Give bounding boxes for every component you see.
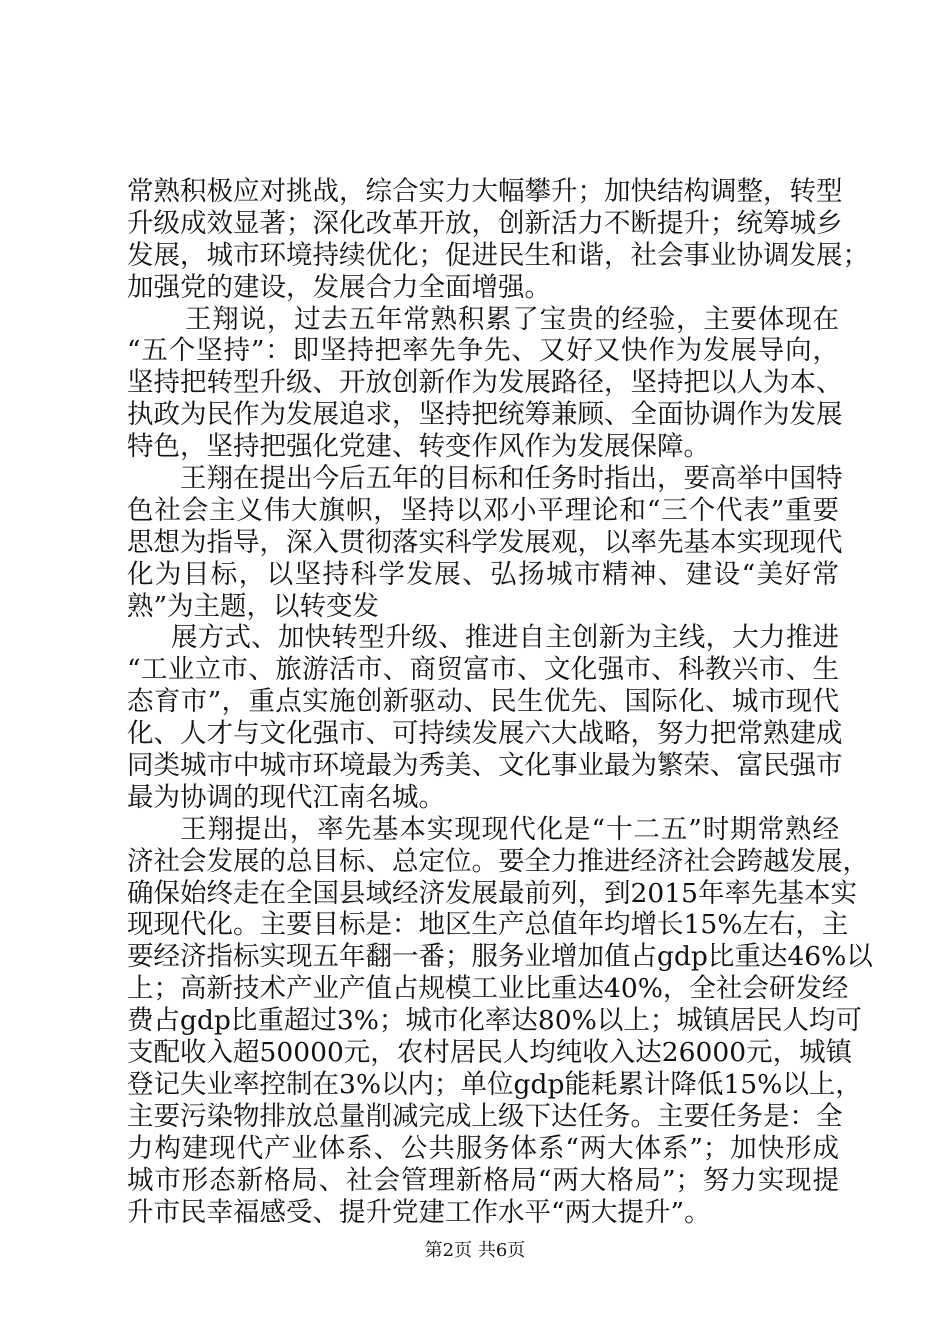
text-line: 城市形态新格局、社会管理新格局“两大格局”；努力实现提 <box>127 1164 839 1196</box>
text-line: 力构建现代产业体系、公共服务体系“两大体系”；加快形成 <box>127 1132 839 1164</box>
text-line: 化为目标，以坚持科学发展、弘扬城市精神、建设“美好常 <box>127 558 839 590</box>
text-line: 加强党的建设，发展合力全面增强。 <box>127 271 551 303</box>
text-line: 济社会发展的总目标、总定位。要全力推进经济社会跨越发展， <box>127 845 869 877</box>
text-line: 熟”为主题，以转变发 <box>127 590 380 622</box>
text-line: 态育市”，重点实施创新驱动、民生优先、国际化、城市现代 <box>127 686 839 718</box>
text-line: 升级成效显著；深化改革开放，创新活力不断提升；统筹城乡 <box>127 207 843 239</box>
text-line: 化、人才与文化强市、可持续发展六大战略，努力把常熟建成 <box>127 718 843 750</box>
text-line: 现现代化。主要目标是：地区生产总值年均增长15%左右，主 <box>127 909 849 941</box>
page-number-footer: 第2页 共6页 <box>424 1240 526 1261</box>
text-line: 思想为指导，深入贯彻落实科学发展观，以率先基本实现现代 <box>127 526 843 558</box>
text-line: 上；高新技术产业产值占规模工业比重达40%，全社会研发经 <box>127 973 849 1005</box>
text-line: 常熟积极应对挑战，综合实力大幅攀升；加快结构调整，转型 <box>127 176 843 207</box>
text-line: 登记失业率控制在3%以内；单位gdp能耗累计降低15%以上， <box>127 1068 862 1100</box>
text-line: 执政为民作为发展追求，坚持把统筹兼顾、全面协调作为发展 <box>127 399 843 431</box>
text-line: 坚持把转型升级、开放创新作为发展路径，坚持把以人为本、 <box>127 367 843 399</box>
text-line: 费占gdp比重超过3%；城市化率达80%以上；城镇居民人均可 <box>127 1005 862 1037</box>
text-line: 王翔提出，率先基本实现现代化是“十二五”时期常熟经 <box>180 813 839 845</box>
text-line: 确保始终走在全国县域经济发展最前列，到2015年率先基本实 <box>127 877 857 909</box>
text-line: 色社会主义伟大旗帜，坚持以邓小平理论和“三个代表”重要 <box>127 494 839 526</box>
text-line: 支配收入超50000元，农村居民人均纯收入达26000元，城镇 <box>127 1037 853 1069</box>
text-line: 特色，坚持把强化党建、转变作风作为发展保障。 <box>127 431 710 463</box>
text-line: 主要污染物排放总量削减完成上级下达任务。主要任务是：全 <box>127 1100 843 1132</box>
text-line: “工业立市、旅游活市、商贸富市、文化强市、科教兴市、生 <box>127 654 839 686</box>
text-line: 同类城市中城市环境最为秀美、文化事业最为繁荣、富民强市 <box>127 750 843 782</box>
text-line: 最为协调的现代江南名城。 <box>127 781 445 813</box>
text-line: 升市民幸福感受、提升党建工作水平“两大提升”。 <box>127 1196 711 1228</box>
text-line: 王翔在提出今后五年的目标和任务时指出，要高举中国特 <box>180 463 843 495</box>
text-line: 发展，城市环境持续优化；促进民生和谐，社会事业协调发展； <box>127 239 869 271</box>
text-line: 要经济指标实现五年翻一番；服务业增加值占gdp比重达46%以 <box>127 941 873 973</box>
text-line: “五个坚持”：即坚持把率先争先、又好又快作为发展导向， <box>127 335 839 367</box>
text-line: 王翔说，过去五年常熟积累了宝贵的经验，主要体现在 <box>185 303 839 335</box>
text-line: 展方式、加快转型升级、推进自主创新为主线，大力推进 <box>171 622 839 654</box>
document-body <box>127 176 873 1228</box>
